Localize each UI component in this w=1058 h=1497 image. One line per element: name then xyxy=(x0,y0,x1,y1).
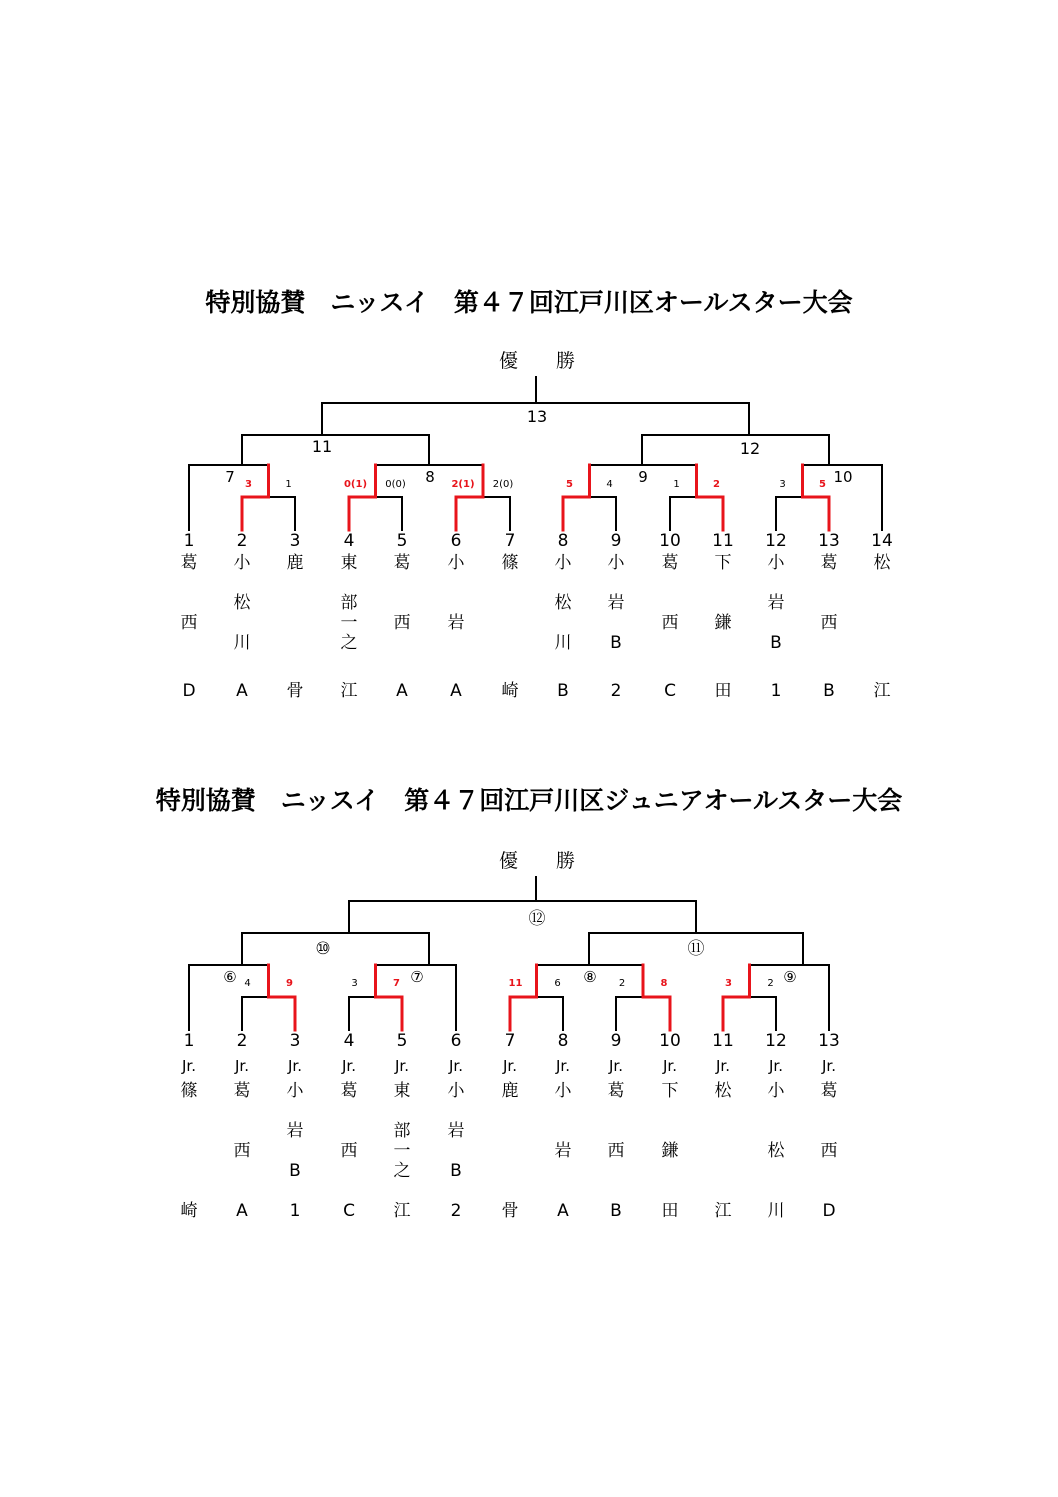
team-name-char: 小 xyxy=(607,553,625,573)
score-right-1: 0(0) xyxy=(385,479,406,490)
team-name-char: 鹿 xyxy=(286,553,304,573)
team-name-char: 西 xyxy=(820,1141,838,1161)
team-name-char: 一 xyxy=(393,1141,411,1161)
team-name-char: A xyxy=(557,1201,569,1221)
team-name-char: A xyxy=(450,681,462,701)
champion-label: 優 勝 xyxy=(498,850,576,872)
team-name-char: 江 xyxy=(393,1201,411,1221)
team-name-char: 篠 xyxy=(501,553,519,573)
team-name-char: 葛 xyxy=(820,553,838,573)
team-seed: 1 xyxy=(183,1031,195,1051)
team-name-char: C xyxy=(664,681,676,701)
score-right-4: 2 xyxy=(713,479,720,490)
match-12-label: ⑫ xyxy=(528,909,546,929)
score-right-2: 2(0) xyxy=(492,479,514,490)
match-6-label: ⑥ xyxy=(223,968,237,986)
team-name-char: 西 xyxy=(661,613,679,633)
champion-label: 優 勝 xyxy=(498,350,576,372)
score-right-5: 5 xyxy=(819,479,826,490)
team-prefix: Jr. xyxy=(449,1057,463,1075)
team-name-char: 川 xyxy=(767,1201,785,1221)
team-name-char: 東 xyxy=(393,1081,411,1101)
match-10-label: ⑩ xyxy=(315,939,331,959)
team-name-char: 2 xyxy=(450,1201,462,1221)
team-prefix: Jr. xyxy=(342,1057,356,1075)
team-seed: 13 xyxy=(818,1031,840,1051)
team-name-char: B xyxy=(610,1201,622,1221)
score-right-4: 2 xyxy=(767,978,774,989)
team-name-char: C xyxy=(343,1201,355,1221)
team-name-char: 下 xyxy=(714,553,732,573)
team-name-char: 西 xyxy=(393,613,411,633)
senior-bracket xyxy=(0,340,1058,720)
team-seed: 11 xyxy=(712,1031,734,1051)
score-left-0: 3 xyxy=(245,479,252,490)
team-prefix: Jr. xyxy=(503,1057,517,1075)
team-seed: 3 xyxy=(289,1031,301,1051)
team-name-char: B xyxy=(557,681,569,701)
score-left-2: 2(1) xyxy=(451,479,475,490)
team-name-char: 松 xyxy=(767,1141,785,1161)
score-left-4: 3 xyxy=(725,978,732,989)
team-prefix: Jr. xyxy=(716,1057,730,1075)
team-name-char: 小 xyxy=(447,553,465,573)
team-seed: 9 xyxy=(610,1031,622,1051)
team-name-char: D xyxy=(182,681,196,701)
team-name-char: 西 xyxy=(233,1141,251,1161)
team-name-char: A xyxy=(236,1201,248,1221)
team-name-char: 葛 xyxy=(340,1081,358,1101)
team-name-char: B xyxy=(289,1161,301,1181)
team-name-char: 骨 xyxy=(501,1201,519,1221)
team-name-char: B xyxy=(770,633,782,653)
team-name-char: B xyxy=(450,1161,462,1181)
team-name-char: 一 xyxy=(340,613,358,633)
team-prefix: Jr. xyxy=(663,1057,677,1075)
team-name-char: 小 xyxy=(286,1081,304,1101)
team-name-char: 葛 xyxy=(180,553,198,573)
team-name-char: 東 xyxy=(340,553,358,573)
team-seed: 2 xyxy=(236,1031,248,1051)
team-name-char: 鹿 xyxy=(501,1081,519,1101)
team-seed: 9 xyxy=(610,531,622,551)
match-11-label: ⑪ xyxy=(687,939,705,959)
team-seed: 11 xyxy=(712,531,734,551)
team-seed: 12 xyxy=(765,531,787,551)
team-seed: 13 xyxy=(818,531,840,551)
team-name-char: 川 xyxy=(233,633,251,653)
match-10-label: 10 xyxy=(833,468,853,486)
team-name-char: 葛 xyxy=(393,553,411,573)
score-right-3: 4 xyxy=(606,479,613,490)
score-left-1: 3 xyxy=(351,978,358,989)
team-seed: 10 xyxy=(659,531,681,551)
team-name-char: 之 xyxy=(393,1161,411,1181)
team-name-char: 西 xyxy=(820,613,838,633)
team-name-char: 西 xyxy=(607,1141,625,1161)
team-seed: 7 xyxy=(504,1031,516,1051)
team-seed: 2 xyxy=(236,531,248,551)
score-left-5: 3 xyxy=(779,479,786,490)
team-name-char: B xyxy=(823,681,835,701)
score-right-2: 6 xyxy=(554,978,561,989)
team-name-char: 西 xyxy=(180,613,198,633)
team-name-char: 小 xyxy=(554,553,572,573)
score-left-4: 1 xyxy=(673,479,680,490)
team-name-char: 葛 xyxy=(820,1081,838,1101)
team-name-char: 岩 xyxy=(554,1141,572,1161)
team-seed: 1 xyxy=(183,531,195,551)
team-name-char: 鎌 xyxy=(714,613,732,633)
match-12-label: 12 xyxy=(739,439,761,458)
score-left-0: 4 xyxy=(244,978,251,989)
team-seed: 14 xyxy=(871,531,893,551)
score-right-3: 8 xyxy=(660,978,668,989)
team-name-char: 江 xyxy=(714,1201,732,1221)
match-9-label: ⑨ xyxy=(783,968,797,986)
team-seed: 10 xyxy=(659,1031,681,1051)
team-name-char: 小 xyxy=(447,1081,465,1101)
team-name-char: 西 xyxy=(340,1141,358,1161)
score-right-0: 9 xyxy=(286,978,293,989)
match-7-label: ⑦ xyxy=(410,968,424,986)
team-seed: 4 xyxy=(343,531,355,551)
team-prefix: Jr. xyxy=(182,1057,196,1075)
team-name-char: 骨 xyxy=(286,681,304,701)
team-name-char: 小 xyxy=(233,553,251,573)
team-name-char: 岩 xyxy=(767,593,785,613)
team-prefix: Jr. xyxy=(288,1057,302,1075)
team-name-char: B xyxy=(610,633,622,653)
team-name-char: 小 xyxy=(554,1081,572,1101)
team-name-char: 部 xyxy=(340,593,358,613)
score-right-1: 7 xyxy=(393,978,400,989)
team-name-char: 田 xyxy=(661,1201,679,1221)
team-name-char: 小 xyxy=(767,1081,785,1101)
junior-bracket xyxy=(0,840,1058,1240)
team-name-char: 岩 xyxy=(607,593,625,613)
team-name-char: 松 xyxy=(714,1081,732,1101)
match-8-label: 8 xyxy=(425,468,435,486)
team-name-char: 1 xyxy=(770,681,782,701)
team-name-char: 崎 xyxy=(180,1201,198,1221)
team-name-char: A xyxy=(236,681,248,701)
tournament-title: 特別協賛 ニッスイ 第４７回江戸川区オールスター大会 xyxy=(205,288,853,317)
team-name-char: 下 xyxy=(661,1081,679,1101)
junior-tournament-title: 特別協賛 ニッスイ 第４７回江戸川区ジュニアオールスター大会 xyxy=(155,786,903,815)
team-name-char: 鎌 xyxy=(661,1141,679,1161)
team-name-char: 岩 xyxy=(286,1121,304,1141)
team-name-char: 小 xyxy=(767,553,785,573)
team-seed: 6 xyxy=(450,1031,462,1051)
team-name-char: 松 xyxy=(873,553,891,573)
team-name-char: 部 xyxy=(393,1121,411,1141)
match-9-label: 9 xyxy=(638,468,648,486)
match-13-label: 13 xyxy=(526,407,548,426)
team-prefix: Jr. xyxy=(609,1057,623,1075)
team-prefix: Jr. xyxy=(769,1057,783,1075)
score-left-3: 5 xyxy=(566,479,573,490)
team-name-char: A xyxy=(396,681,408,701)
team-seed: 12 xyxy=(765,1031,787,1051)
team-name-char: D xyxy=(822,1201,836,1221)
score-right-0: 1 xyxy=(285,479,292,490)
team-seed: 6 xyxy=(450,531,462,551)
team-name-char: 崎 xyxy=(501,681,519,701)
team-name-char: 田 xyxy=(714,681,732,701)
score-left-3: 2 xyxy=(618,978,626,989)
team-name-char: 松 xyxy=(554,593,572,613)
team-name-char: 1 xyxy=(289,1201,301,1221)
team-prefix: Jr. xyxy=(395,1057,409,1075)
team-seed: 5 xyxy=(396,1031,408,1051)
team-seed: 7 xyxy=(504,531,516,551)
team-name-char: 岩 xyxy=(447,613,465,633)
match-8-label: ⑧ xyxy=(583,968,597,986)
team-name-char: 江 xyxy=(873,681,891,701)
score-left-2: 11 xyxy=(508,978,523,989)
match-11-label: 11 xyxy=(311,437,333,456)
team-name-char: 之 xyxy=(340,633,358,653)
team-seed: 8 xyxy=(557,1031,569,1051)
team-prefix: Jr. xyxy=(822,1057,836,1075)
team-name-char: 葛 xyxy=(661,553,679,573)
team-name-char: 松 xyxy=(233,593,251,613)
team-seed: 5 xyxy=(396,531,408,551)
team-seed: 4 xyxy=(343,1031,355,1051)
team-name-char: 岩 xyxy=(447,1121,465,1141)
team-prefix: Jr. xyxy=(235,1057,249,1075)
team-name-char: 川 xyxy=(554,633,572,653)
team-name-char: 江 xyxy=(340,681,358,701)
team-name-char: 2 xyxy=(610,681,622,701)
match-7-label: 7 xyxy=(225,468,235,486)
team-seed: 3 xyxy=(289,531,301,551)
score-left-1: 0(1) xyxy=(343,479,368,490)
team-name-char: 篠 xyxy=(180,1081,198,1101)
team-name-char: 葛 xyxy=(233,1081,251,1101)
team-name-char: 葛 xyxy=(607,1081,625,1101)
team-prefix: Jr. xyxy=(556,1057,570,1075)
team-seed: 8 xyxy=(557,531,569,551)
